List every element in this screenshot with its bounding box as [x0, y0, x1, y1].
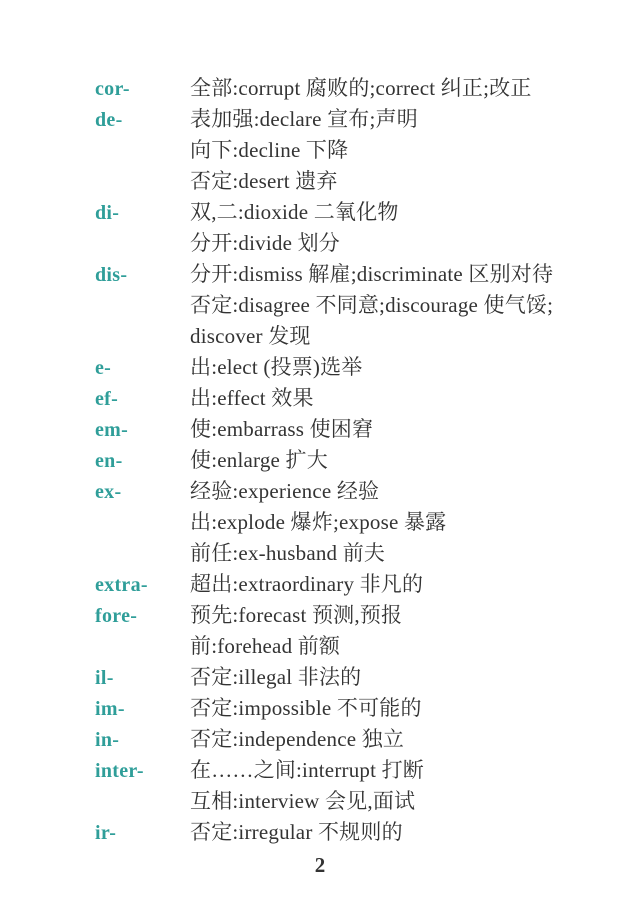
definition-text: 经验:experience 经验 — [190, 479, 380, 503]
prefix-label: inter- — [95, 760, 144, 782]
definition-text: 否定:impossible 不可能的 — [190, 696, 422, 720]
entry-row — [95, 786, 610, 817]
definition-text: 否定:illegal 非法的 — [190, 665, 362, 689]
definition-text: 否定:irregular 不规则的 — [190, 820, 403, 844]
entry-row — [95, 693, 610, 724]
entry-row — [95, 755, 610, 786]
prefix-label: ef- — [95, 388, 119, 410]
prefix-label: e- — [95, 357, 112, 379]
definition-text: 分开:dismiss 解雇;discriminate 区别对待 — [190, 262, 554, 286]
definition-text: 出:explode 爆炸;expose 暴露 — [190, 510, 447, 534]
entry-row — [95, 259, 610, 290]
entry-row — [95, 538, 610, 569]
definition-text: 分开:divide 划分 — [190, 231, 340, 255]
prefix-label: in- — [95, 729, 120, 751]
definition-text: 双,二:dioxide 二氧化物 — [190, 200, 399, 224]
definition-text: 否定:disagree 不同意;discourage 使气馁; — [190, 293, 554, 317]
entry-row — [95, 631, 610, 662]
prefix-label: fore- — [95, 605, 138, 627]
definition-text: 前任:ex-husband 前夫 — [190, 541, 386, 565]
prefix-label: di- — [95, 202, 120, 224]
prefix-label: ir- — [95, 822, 117, 844]
entry-row — [95, 476, 610, 507]
entry-row — [95, 507, 610, 538]
prefix-label: dis- — [95, 264, 128, 286]
definition-text: 互相:interview 会见,面试 — [190, 789, 416, 813]
prefix-label: im- — [95, 698, 125, 720]
definition-text: discover 发现 — [190, 324, 311, 348]
entry-row — [95, 197, 610, 228]
page-number: 2 — [314, 853, 326, 877]
definition-text: 前:forehead 前额 — [190, 634, 341, 658]
prefix-label: ex- — [95, 481, 122, 503]
definition-text: 向下:decline 下降 — [190, 138, 349, 162]
definition-text: 表加强:declare 宣布;声明 — [190, 107, 418, 131]
definition-text: 否定:desert 遗弃 — [190, 169, 338, 193]
entry-row — [95, 600, 610, 631]
entry-row — [95, 817, 610, 848]
entry-row — [95, 724, 610, 755]
prefix-label: em- — [95, 419, 129, 441]
definition-text: 出:effect 效果 — [190, 386, 314, 410]
definition-text: 出:elect (投票)选举 — [190, 355, 363, 379]
entry-row — [95, 73, 610, 104]
entry-row — [95, 104, 610, 135]
prefix-label: il- — [95, 667, 114, 689]
definition-text: 超出:extraordinary 非凡的 — [190, 572, 424, 596]
entry-row — [95, 352, 610, 383]
definition-text: 否定:independence 独立 — [190, 727, 405, 751]
definition-text: 使:embarrass 使困窘 — [190, 417, 374, 441]
entry-row — [95, 383, 610, 414]
prefix-label: de- — [95, 109, 123, 131]
entry-row — [95, 445, 610, 476]
prefix-label: extra- — [95, 574, 148, 596]
definition-text: 全部:corrupt 腐败的;correct 纠正;改正 — [190, 76, 532, 100]
prefix-label: cor- — [95, 78, 130, 100]
prefix-list — [95, 73, 610, 848]
entry-row — [95, 135, 610, 166]
entry-row — [95, 228, 610, 259]
entry-row — [95, 166, 610, 197]
prefix-label: en- — [95, 450, 123, 472]
entry-row — [95, 569, 610, 600]
entry-row — [95, 662, 610, 693]
definition-text: 在……之间:interrupt 打断 — [190, 758, 424, 782]
definition-text: 预先:forecast 预测,预报 — [190, 603, 403, 627]
entry-row — [95, 414, 610, 445]
entry-row — [95, 290, 610, 321]
definition-text: 使:enlarge 扩大 — [190, 448, 328, 472]
entry-row — [95, 321, 610, 352]
